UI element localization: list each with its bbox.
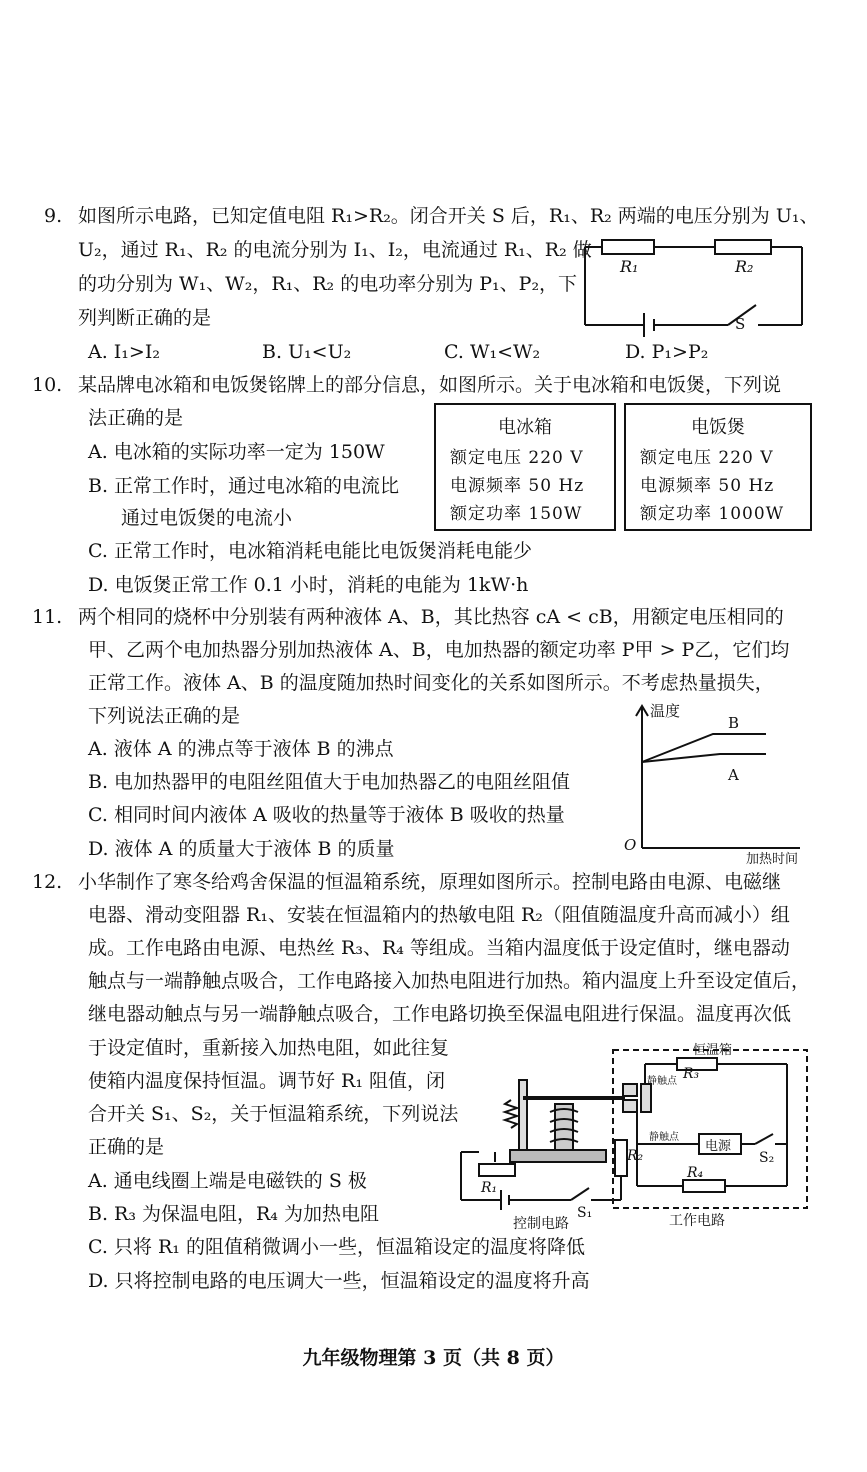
q12-option-d: D. 只将控制电路的电压调大一些，恒温箱设定的温度将升高 <box>88 1270 590 1292</box>
q12-text-line6: 于设定值时，重新接入加热电阻，如此往复 <box>88 1037 450 1059</box>
q10-option-b-line2: 通过电饭煲的电流小 <box>121 507 293 529</box>
cooker-nameplate <box>624 403 812 531</box>
q11-text-line2: 甲、乙两个电加热器分别加热液体 A、B，电加热器的额定功率 P甲 > P乙，它们均 <box>88 639 790 661</box>
q11-option-d: D. 液体 A 的质量大于液体 B 的质量 <box>88 838 395 860</box>
q9-option-c: C. W₁<W₂ <box>444 341 541 363</box>
q9-text-line1: 如图所示电路，已知定值电阻 R₁>R₂。闭合开关 S 后，R₁、R₂ 两端的电压分别为 U₁、 <box>78 205 819 227</box>
q10-text-line1: 某品牌电冰箱和电饭煲铭牌上的部分信息，如图所示。关于电冰箱和电饭煲，下列说 <box>78 374 782 396</box>
q12-rheostat-r1 <box>479 1164 515 1176</box>
cooker-row-voltage: 额定电压 220 V <box>640 448 774 468</box>
q12-text-line5: 继电器动触点与另一端静触点吸合，工作电路切换至保温电阻进行保温。温度再次低 <box>88 1003 792 1025</box>
q11-option-b: B. 电加热器甲的电阻丝阻值大于电加热器乙的电阻丝阻值 <box>88 771 571 793</box>
fridge-row-power: 额定功率 150W <box>450 504 583 524</box>
q10-text-line2: 法正确的是 <box>88 407 184 429</box>
q11-line-b <box>642 734 766 762</box>
q9-text-line3: 的功分别为 W₁、W₂，R₁、R₂ 的电功率分别为 P₁、P₂，下 <box>78 273 578 295</box>
q11-x-label: 加热时间 <box>746 852 799 867</box>
q12-label-s2: S₂ <box>759 1150 775 1166</box>
q12-resistor-r4 <box>683 1180 725 1192</box>
q12-label-r2: R₂ <box>627 1148 644 1164</box>
fridge-row-voltage: 额定电压 220 V <box>450 448 584 468</box>
q9-circuit-diagram <box>580 235 810 335</box>
q10-option-b-line1: B. 正常工作时，通过电冰箱的电流比 <box>88 475 400 497</box>
q9-resistor-r2 <box>715 240 771 254</box>
q9-option-a: A. I₁>I₂ <box>88 341 160 363</box>
q12-label-r1: R₁ <box>481 1180 498 1196</box>
cooker-title: 电饭煲 <box>691 417 745 438</box>
q12-text-line4: 触点与一端静触点吸合，工作电路接入加热电阻进行加热。箱内温度上升至设定值后， <box>88 970 811 992</box>
fridge-row-frequency: 电源频率 50 Hz <box>450 476 585 496</box>
q11-number: 11. <box>32 606 63 628</box>
q12-text-line7: 使箱内温度保持恒温。调节好 R₁ 阻值，闭 <box>88 1070 446 1092</box>
q10-number: 10. <box>32 374 63 396</box>
q9-resistor-r1 <box>602 240 654 254</box>
q12-control-label: 控制电路 <box>513 1216 569 1232</box>
q10-option-c: C. 正常工作时，电冰箱消耗电能比电饭煲消耗电能少 <box>88 540 532 562</box>
q12-thermostat-diagram <box>455 1040 815 1235</box>
q9-label-s: S <box>735 315 746 333</box>
q11-y-label: 温度 <box>650 702 681 720</box>
q12-relay-base <box>510 1150 606 1162</box>
q9-text-line2: U₂，通过 R₁、R₂ 的电流分别为 I₁、I₂，电流通过 R₁、R₂ 做 <box>78 239 592 261</box>
q11-label-b: B <box>728 714 740 732</box>
q12-option-a: A. 通电线圈上端是电磁铁的 S 极 <box>88 1170 367 1192</box>
cooker-row-frequency: 电源频率 50 Hz <box>640 476 775 496</box>
q12-text-line3: 成。工作电路由电源、电热丝 R₃、R₄ 等组成。当箱内温度低于设定值时，继电器动 <box>88 937 790 959</box>
q9-option-b: B. U₁<U₂ <box>262 341 352 363</box>
q12-text-line1: 小华制作了寒冬给鸡舍保温的恒温箱系统，原理如图所示。控制电路由电源、电磁继 <box>78 871 782 893</box>
q12-option-c: C. 只将 R₁ 的阻值稍微调小一些，恒温箱设定的温度将降低 <box>88 1236 585 1258</box>
q11-origin: O <box>624 836 637 854</box>
q9-option-d: D. P₁>P₂ <box>625 341 709 363</box>
q11-label-a: A <box>728 766 739 784</box>
q9-number: 9. <box>44 205 63 227</box>
q12-label-r3: R₃ <box>683 1066 700 1082</box>
q10-option-a: A. 电冰箱的实际功率一定为 150W <box>88 441 385 463</box>
q12-relay-post <box>519 1080 527 1150</box>
q11-text-line4: 下列说法正确的是 <box>88 705 241 727</box>
q12-switch-s1-icon <box>571 1188 589 1200</box>
q12-contact-1: 静触点 <box>647 1076 677 1087</box>
q12-text-line2: 电器、滑动变阻器 R₁、安装在恒温箱内的热敏电阻 R₂（阻值随温度升高而减小）组 <box>88 904 790 926</box>
page-footer: 九年级物理第 3 页（共 8 页） <box>302 1347 565 1369</box>
q12-work-label: 工作电路 <box>669 1213 725 1229</box>
q12-text-line8: 合开关 S₁、S₂，关于恒温箱系统，下列说法 <box>88 1103 459 1125</box>
q11-text-line1: 两个相同的烧杯中分别装有两种液体 A、B，其比热容 cA < cB，用额定电压相同的 <box>78 606 784 628</box>
q10-option-d: D. 电饭煲正常工作 0.1 小时，消耗的电能为 1kW·h <box>88 574 529 596</box>
fridge-title: 电冰箱 <box>498 417 552 438</box>
q12-spring-icon <box>505 1100 517 1128</box>
q12-source-label: 电源 <box>705 1139 732 1154</box>
q9-text-line4: 列判断正确的是 <box>78 307 212 329</box>
q12-label-r4: R₄ <box>687 1165 704 1181</box>
fridge-nameplate <box>434 403 616 531</box>
q12-switch-s2-icon <box>755 1134 773 1144</box>
q12-thermistor-r2 <box>615 1140 627 1176</box>
q12-option-b: B. R₃ 为保温电阻，R₄ 为加热电阻 <box>88 1203 379 1225</box>
q11-temperature-graph <box>620 700 820 870</box>
q11-option-c: C. 相同时间内液体 A 吸收的热量等于液体 B 吸收的热量 <box>88 804 565 826</box>
q11-option-a: A. 液体 A 的沸点等于液体 B 的沸点 <box>88 738 394 760</box>
q9-label-r1: R₁ <box>620 257 639 276</box>
q12-electromagnet-core <box>555 1104 573 1150</box>
q12-text-line9: 正确的是 <box>88 1136 165 1158</box>
q12-contact-2: 静触点 <box>649 1132 679 1143</box>
q9-label-r2: R₂ <box>735 257 754 276</box>
q12-label-s1: S₁ <box>577 1205 593 1221</box>
q12-number: 12. <box>32 871 63 893</box>
q11-text-line3: 正常工作。液体 A、B 的温度随加热时间变化的关系如图所示。不考虑热量损失， <box>88 672 774 694</box>
cooker-row-power: 额定功率 1000W <box>640 504 785 524</box>
q12-box-title: 恒温箱 <box>693 1043 733 1058</box>
